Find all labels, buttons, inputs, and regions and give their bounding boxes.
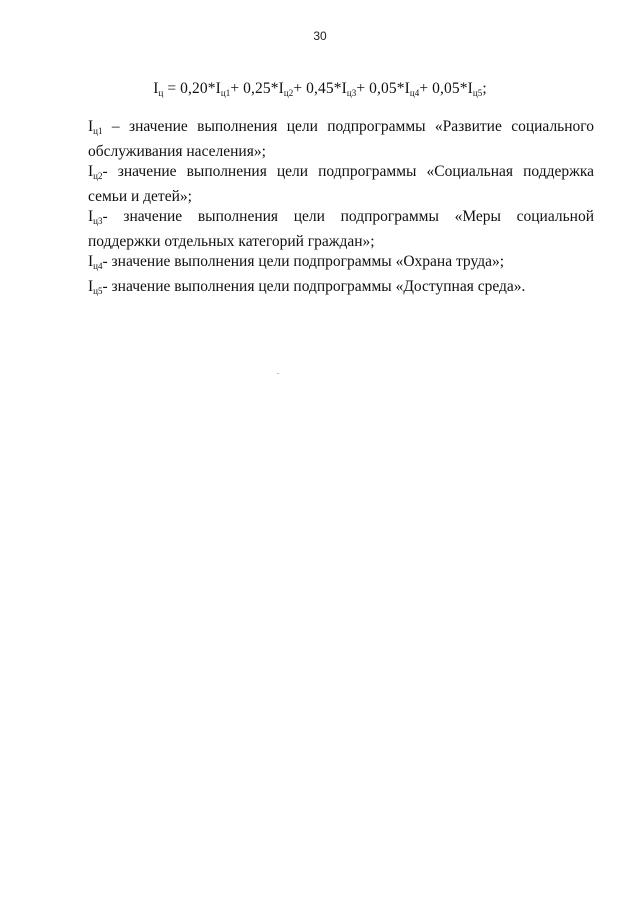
definition-text: значение выполнения цели подпрограммы «Развитие социального обслуживания населения»; — [88, 118, 595, 160]
formula-end: ; — [482, 80, 487, 97]
formula-term-4-sub: ц4 — [409, 88, 420, 98]
formula-term-1: I — [215, 80, 221, 97]
formula-term-3-sub: ц3 — [346, 88, 357, 98]
formula-term-2-sub: ц2 — [283, 88, 294, 98]
definition-item-1 — [88, 117, 594, 162]
definition-symbol: I — [88, 163, 94, 180]
formula-plus-4: + 0,05* — [419, 80, 468, 97]
definition-symbol-sub: ц2 — [93, 171, 103, 181]
formula-plus-1: + 0,25* — [230, 80, 279, 97]
definition-item-5 — [88, 277, 594, 302]
formula-plus-3: + 0,05* — [356, 80, 405, 97]
scan-speck — [277, 373, 279, 374]
formula-eq: = 0,20* — [163, 80, 216, 97]
formula — [0, 80, 640, 98]
formula-term-4: I — [404, 80, 410, 97]
definition-separator: - — [102, 253, 112, 270]
formula-term-5-sub: ц5 — [472, 88, 483, 98]
definition-text: значение выполнения цели подпрограммы «Социальная поддержка семьи и детей»; — [88, 163, 594, 205]
definition-separator: - — [102, 277, 112, 295]
definition-symbol: I — [88, 118, 94, 135]
definition-symbol: I — [88, 253, 94, 270]
formula-lhs-sub: ц — [158, 88, 164, 98]
definition-symbol-sub: ц3 — [93, 216, 103, 226]
formula-lhs: I — [153, 80, 159, 97]
definition-item-2 — [88, 162, 594, 207]
formula-term-1-sub: ц1 — [220, 88, 231, 98]
definition-separator: - — [102, 163, 118, 180]
formula-plus-2: + 0,45* — [293, 80, 342, 97]
definition-symbol: I — [88, 208, 94, 225]
definition-text: значение выполнения цели подпрограммы «Охрана труда»; — [111, 253, 505, 270]
definition-text: значение выполнения цели подпрограммы «Меры социальной поддержки отдельных категорий граждан»; — [88, 208, 594, 250]
definition-symbol-sub: ц5 — [93, 285, 103, 296]
definition-separator: – — [102, 118, 129, 135]
definition-symbol-sub: ц1 — [93, 126, 103, 136]
definition-text: значение выполнения цели подпрограммы «Доступная среда». — [111, 277, 526, 295]
definition-item-4 — [88, 252, 594, 277]
formula-term-3: I — [341, 80, 347, 97]
formula-term-2: I — [278, 80, 284, 97]
definition-item-3 — [88, 207, 594, 252]
definitions-list — [88, 117, 594, 301]
definition-separator: - — [102, 208, 124, 225]
formula-term-5: I — [467, 80, 473, 97]
definition-symbol: I — [88, 277, 94, 295]
page-number: 30 — [313, 29, 327, 43]
definition-symbol-sub: ц4 — [93, 261, 103, 271]
